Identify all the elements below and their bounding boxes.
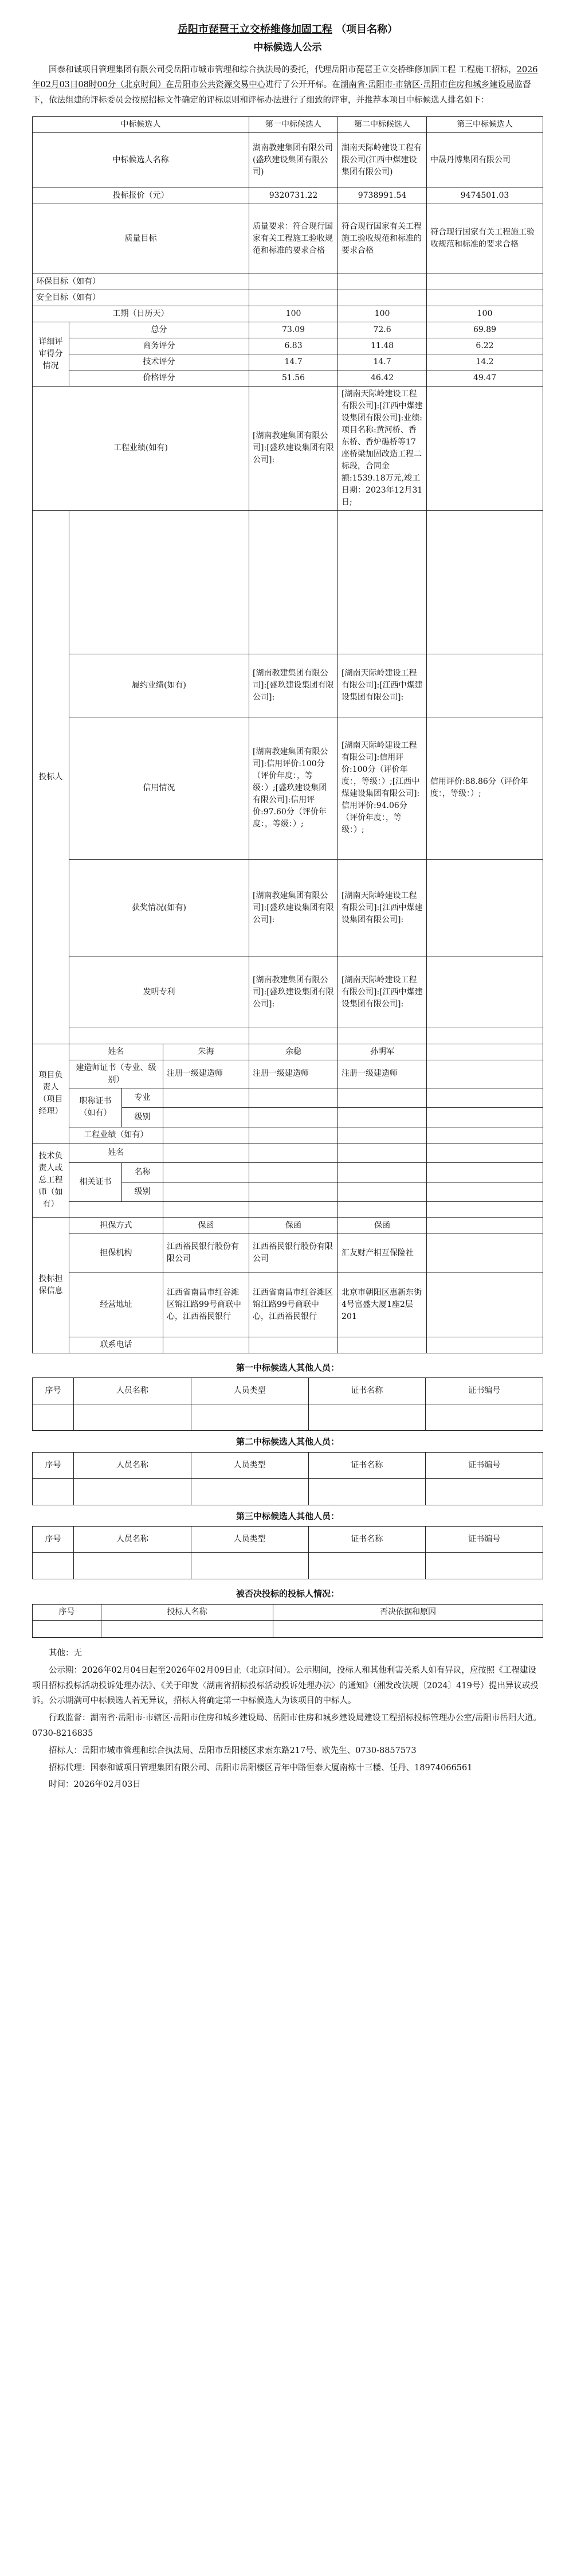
others-2-table [32, 1452, 543, 1505]
table-row: 工程业绩（如有） [33, 1127, 543, 1143]
others-1-title: 第一中标候选人其他人员： [236, 1362, 339, 1373]
table-row: 序号 人员名称 人员类型 证书名称 证书编号 [33, 1527, 543, 1553]
table-row: 工程业绩(如有) [湖南教建集团有限公司]:[盛玖建设集团有限公司]: [湖南天际岭建设工程有限公司]:[江西中煤建设集团有限公司]:业绩:项目名称:黄河桥、香东桥、香炉礁桥等17座桥梁加固改造工程二标段，合同金额:1539.18万元,竣工日期：2023年12月31日; [33, 386, 543, 510]
table-row: 级别 [33, 1107, 543, 1127]
note-agent: 招标代理：国泰和诚项目管理集团有限公司、岳阳市岳阳楼区青年中路恒泰大厦南栋十三楼、任丹、18974066561 [49, 1763, 473, 1773]
others-1-table [32, 1377, 543, 1431]
table-row: 工期（日历天） 100 100 100 [33, 306, 543, 322]
table-row: 投标担保信息 担保方式 保函 保函 保函 [33, 1217, 543, 1234]
table-row [33, 1620, 543, 1637]
table-row: 经营地址 江西省南昌市红谷滩区锦江路99号商联中心，江西裕民银行 江西省南昌市红谷滩区锦江路99号商联中心，江西裕民银行 北京市朝阳区惠新东街4号富盛大厦1座2层201 [33, 1273, 543, 1337]
table-row [33, 1028, 543, 1044]
table-row: 技术负责人或总工程师（如有） 姓名 [33, 1143, 543, 1162]
table-row: 职称证书（如有） 专业 [33, 1088, 543, 1107]
project-name-suffix: （项目名称） [336, 24, 398, 36]
table-row: 履约业绩(如有) [湖南教建集团有限公司]:[盛玖建设集团有限公司]: [湖南天际岭建设工程有限公司]:[江西中煤建设集团有限公司]: [33, 654, 543, 717]
table-row: 价格评分 51.56 46.42 49.47 [33, 370, 543, 386]
table-row: 序号 人员名称 人员类型 证书名称 证书编号 [33, 1378, 543, 1404]
table-row: 商务评分 6.83 11.48 6.22 [33, 338, 543, 354]
candidates-table [32, 116, 543, 1353]
table-row: 环保目标（如有） [33, 274, 543, 290]
table-row: 详细评审得分情况 总分 73.09 72.6 69.89 [33, 322, 543, 338]
table-row: 投标人 [33, 510, 543, 654]
table-row: 序号 投标人名称 否决依据和原因 [33, 1604, 543, 1620]
table-row: 质量目标 质量要求：符合现行国家有关工程施工验收规范和标准的要求合格 符合现行国家有关工程施工验收规范和标准的要求合格 符合现行国家有关工程施工验收规范和标准的要求合格 [33, 204, 543, 274]
table-row: 技术评分 14.7 14.7 14.2 [33, 354, 543, 370]
note-period: 公示期：2026年02月04日起至2026年02月09日止（北京时间）。公示期间，投标人和其他利害关系人如有异议，应按照《工程建设项目招标投标活动投诉处理办法》、《关于印发〈湖南省招标投标活动投诉处理办法〉的通知》（湘发改法规〔2024〕419号）提出异议或投诉。公示期满可中标候选人若无异议，招标人将确定第一中标候选人为该项目的中标人。 [32, 1665, 539, 1706]
notes [32, 1646, 543, 1793]
table-row [33, 1553, 543, 1579]
table-row: 中标候选人 第一中标候选人 第二中标候选人 第三中标候选人 [33, 116, 543, 132]
table-row: 安全目标（如有） [33, 290, 543, 306]
note-admin: 行政监督：湖南省·岳阳市·市辖区·岳阳市住房和城乡建设局、岳阳市住房和城乡建设局建设工程招标投标管理办公室/岳阳市岳阳大道。0730-8216835 [32, 1714, 541, 1738]
table-row: 序号 人员名称 人员类型 证书名称 证书编号 [33, 1452, 543, 1478]
table-row [33, 1404, 543, 1431]
others-3-table [32, 1526, 543, 1579]
doc-subtitle: 中标候选人公示 [253, 42, 322, 53]
note-other: 其他：无 [49, 1648, 82, 1658]
table-row: 担保机构 江西裕民银行股份有限公司 江西裕民银行股份有限公司 汇友财产相互保险社 [33, 1234, 543, 1273]
others-3-title: 第三中标候选人其他人员： [236, 1511, 339, 1521]
note-tenderer: 招标人：岳阳市城市管理和综合执法局、岳阳市岳阳楼区求索东路217号、欧先生、0730-8857573 [49, 1746, 417, 1755]
table-row: 建造师证书（专业、级别） 注册一级建造师 注册一级建造师 注册一级建造师 [33, 1060, 543, 1088]
table-row: 信用情况 [湖南教建集团有限公司]:信用评价:100分（评价年度：，等级：）;[盛玖建设集团有限公司]:信用评价:97.60分（评价年度：，等级：）; [湖南天际岭建设工程有限公司]:信用评价:100分（评价年度：，等级：）;[江西中煤建设集团有限公司]:信用评价:94.06分（评价年度：，等级：）; 信用评价:88.86分（评价年度：，等级：）; [33, 717, 543, 859]
table-row: 中标候选人名称 湖南教建集团有限公司(盛玖建设集团有限公司) 湖南天际岭建设工程有限公司(江西中煤建设集团有限公司) 中晟丹博集团有限公司 [33, 132, 543, 188]
note-date: 时间：2026年02月03日 [49, 1780, 141, 1790]
table-row: 发明专利 [湖南教建集团有限公司]:[盛玖建设集团有限公司]: [湖南天际岭建设工程有限公司]:[江西中煤建设集团有限公司]: [33, 957, 543, 1028]
table-row [33, 1201, 543, 1217]
rejected-table [32, 1604, 543, 1638]
others-2-title: 第二中标候选人其他人员： [236, 1437, 339, 1447]
table-row: 联系电话 [33, 1337, 543, 1353]
table-row: 级别 [33, 1182, 543, 1201]
doc-title [32, 22, 543, 37]
table-row [33, 1478, 543, 1505]
table-row: 项目负责人（项目经理） 姓名 朱海 余稳 孙明军 [33, 1044, 543, 1060]
table-row: 投标报价（元） 9320731.22 9738991.54 9474501.03 [33, 188, 543, 204]
rejected-title: 被否决投标的投标人情况： [236, 1588, 339, 1599]
table-row: 获奖情况(如有) [湖南教建集团有限公司]:[盛玖建设集团有限公司]: [湖南天际岭建设工程有限公司]:[江西中煤建设集团有限公司]: [33, 859, 543, 957]
project-name: 岳阳市琵琶王立交桥维修加固工程 [177, 24, 332, 36]
table-row: 相关证书 名称 [33, 1162, 543, 1182]
intro-paragraph: 国泰和诚项目管理集团有限公司受岳阳市城市管理和综合执法局的委托，代理岳阳市琵琶王立交桥维修加固工程 工程施工招标，2026年02月03日08时00分（北京时间）在岳阳市公共资源交易中心进行了公开开标。在湖南省·岳阳市·市辖区·岳阳市住房和城乡建设局监督下，依法组建的评标委员会按照招标文件确定的评标原则和评标办法进行了细致的评审，并推荐本项目中标候选人排名如下： [32, 65, 538, 106]
